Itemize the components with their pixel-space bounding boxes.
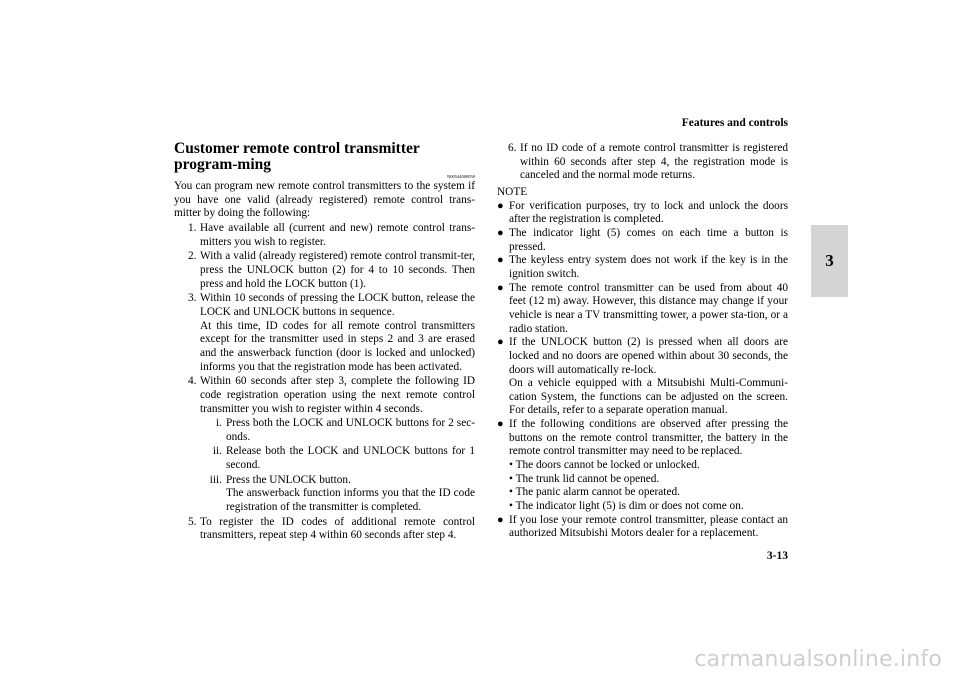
note-heading: NOTE (497, 185, 528, 198)
list-item (200, 417, 475, 444)
list-item (174, 516, 475, 543)
right-column (497, 141, 788, 541)
note-text: For verification purposes, try to lock and unlock the doors after the registration is completed. (509, 199, 788, 226)
step-number: 3. (188, 292, 197, 305)
list-item (497, 336, 788, 418)
steps-list-continued (497, 142, 788, 183)
bullet-icon: ● (497, 281, 504, 294)
list-item (497, 142, 788, 183)
reference-code: N00544000050 (447, 174, 475, 179)
note-text: The remote control transmitter can be used from about 40 feet (12 m) away. However, this distance may change if your vehicle is near a TV transmitting tower, a power sta-tion, or a radio station. (509, 281, 788, 335)
step-text-continued: At this time, ID codes for all remote control transmitters except for the transmitter used in steps 2 and 3 are erased and the answerback function (door is locked and unlocked) informs you that the registration mode has been activated. (200, 319, 475, 373)
condition-item: • The trunk lid cannot be opened. (509, 472, 660, 485)
note-text: If the following conditions are observed after pressing the buttons on the remote control transmitter, the battery in the remote control transmitter may need to be replaced. (509, 418, 788, 458)
bullet-icon: ● (497, 336, 504, 349)
bullet-icon: ● (497, 226, 504, 239)
note-text: The indicator light (5) comes on each time a button is pressed. (509, 226, 788, 253)
step-number: 6. (508, 142, 517, 154)
substep-number: i. (216, 417, 222, 430)
step-text: Have available all (current and new) remote control trans-mitters you wish to register. (200, 221, 475, 248)
substep-text: Release both the LOCK and UNLOCK buttons for 1 second. (226, 445, 475, 472)
bullet-icon: ● (497, 254, 504, 267)
list-item (497, 418, 788, 514)
condition-item: • The indicator light (5) is dim or does not come on. (509, 500, 744, 513)
steps-list (174, 222, 475, 543)
list-item (497, 200, 788, 227)
section-title: Features and controls (681, 117, 788, 129)
condition-item: • The doors cannot be locked or unlocked. (509, 459, 700, 472)
substep-text-continued: The answerback function informs you that the ID code registration of the transmitter is completed. (226, 487, 475, 514)
page-number: 3-13 (766, 550, 788, 562)
condition-item: • The panic alarm cannot be operated. (509, 486, 680, 499)
section-heading: Customer remote control transmitter program-ming (174, 140, 420, 173)
list-item (497, 254, 788, 281)
step-text: Within 60 seconds after step 3, complete the following ID code registration operation using the next remote control transmitter you wish to register within 4 seconds. (200, 375, 475, 415)
list-item (174, 222, 475, 249)
substep-number: iii. (209, 473, 222, 486)
list-item (174, 250, 475, 291)
list-item (200, 445, 475, 472)
list-item (497, 514, 788, 541)
left-column (174, 141, 475, 544)
note-text: If you lose your remote control transmitter, please contact an authorized Mitsubishi Motors dealer for a replacement. (509, 513, 788, 540)
step-text: With a valid (already registered) remote control transmit-ter, press the UNLOCK button (2) for 4 to 10 seconds. Then press and hold the LOCK button (1). (200, 250, 475, 290)
note-text: The keyless entry system does not work if the key is in the ignition switch. (509, 254, 788, 280)
note-text: If the UNLOCK button (2) is pressed when all doors are locked and no doors are opened within about 30 seconds, the doors will automatically re-lock. (509, 336, 788, 376)
list-item (497, 227, 788, 254)
notes-list (497, 200, 788, 541)
step-text: Within 10 seconds of pressing the LOCK button, release the LOCK and UNLOCK buttons in sequence. (200, 292, 475, 318)
list-item (174, 375, 475, 515)
list-item (174, 292, 475, 374)
step-text: To register the ID codes of additional remote control transmitters, repeat step 4 within 60 seconds after step 4. (200, 515, 475, 542)
note-text-continued: On a vehicle equipped with a Mitsubishi Multi-Communi-cation System, the functions can be adjusted on the screen. For details, refer to a separate operation manual. (509, 377, 788, 417)
intro-paragraph: You can program new remote control transmitters to the system if you have one valid (already registered) remote control trans-mitter by doing the following: (174, 180, 475, 220)
step-number: 2. (188, 250, 197, 263)
step-number: 1. (188, 221, 197, 234)
substep-text: Press the UNLOCK button. (226, 473, 351, 486)
substep-number: ii. (212, 445, 222, 458)
watermark: carmanualsonline.info (694, 647, 942, 672)
step-number: 5. (188, 515, 197, 528)
substep-text: Press both the LOCK and UNLOCK buttons for 2 sec-onds. (226, 417, 475, 443)
list-item (200, 474, 475, 515)
substeps-list (200, 417, 475, 515)
chapter-tab: 3 (811, 225, 848, 297)
bullet-icon: ● (497, 513, 504, 526)
step-number: 4. (188, 375, 197, 388)
bullet-icon: ● (497, 199, 504, 212)
bullet-icon: ● (497, 418, 504, 431)
step-text: If no ID code of a remote control transmitter is registered within 60 seconds after step 4, the registration mode is canceled and the normal mode returns. (520, 142, 788, 182)
list-item (497, 282, 788, 337)
